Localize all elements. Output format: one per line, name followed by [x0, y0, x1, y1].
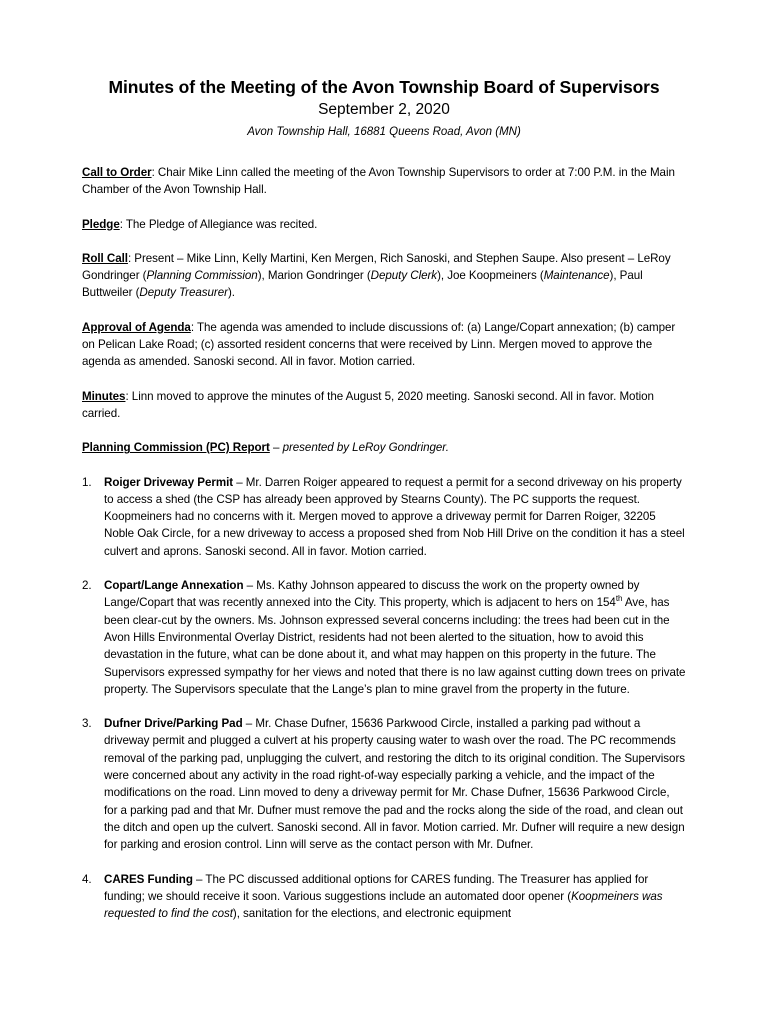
pledge-text: : The Pledge of Allegiance was recited. [119, 217, 318, 231]
roll-call-text: ), Joe Koopmeiners ( [437, 269, 544, 283]
approval-of-agenda-text: : The agenda was amended to include discussions of: (a) Lange/Copart annexation; (b) camper on Pelican Lake Road; (c) assorted resident concerns that were received by Linn. Mergen moved to approve the agenda as amended. Sanoski second. All in favor. Motion carried. [82, 320, 676, 369]
item-title: Copart/Lange Annexation [104, 579, 244, 593]
roll-call-label: Roll Call [82, 251, 128, 265]
roll-call-paragraph [82, 250, 686, 302]
item-title: CARES Funding [104, 872, 193, 886]
call-to-order-label: Call to Order [82, 166, 152, 179]
item-text: Ave, has been clear-cut by the owners. Ms. Johnson expressed several concerns including: the trees had been cut in the Avon Hills Environmental Overlay District, residents had not been alerted to the situation, how to avoid this devastation in the future, what can be done about it, and what may happen on this property in the future. The Supervisors expressed sympathy for her views and noted that there is no law against cutting down trees on private property. The Supervisors speculate that the Lange’s plan to mine gravel from the property in the future. [104, 596, 686, 696]
pc-report-label: Planning Commission (PC) Report [82, 441, 270, 455]
item-title: Roiger Driveway Permit [104, 475, 234, 489]
item-number: 2. [82, 579, 92, 593]
ordinal-suffix: th [615, 594, 623, 604]
meeting-location: Avon Township Hall, 16881 Queens Road, Avon (MN) [247, 126, 521, 138]
pledge-paragraph [82, 216, 686, 233]
item-text: – Mr. Darren Roiger appeared to request a permit for a second driveway on his property to access a shed (the CSP has already been approved by Stearns County). The PC supports the request. Koopmeiners had no concerns with it. Mergen moved to approve a driveway permit for Darren Roiger, 32205 Noble Oak Circle, for a new driveway to access a proposed shed from Nob Hill Drive on the condition it has a steel culvert and aprons. Sanoski second. All in favor. Motion carried. [104, 475, 685, 558]
call-to-order-text: : Chair Mike Linn called the meeting of the Avon Township Supervisors to order at 7:00 P.M. in the Main Chamber of the Avon Township Hall. [82, 166, 675, 197]
list-item [82, 577, 686, 698]
pledge-label: Pledge [82, 217, 120, 231]
item-number: 3. [82, 717, 92, 731]
document-title: Minutes of the Meeting of the Avon Township Board of Supervisors [108, 77, 660, 97]
approval-of-agenda-paragraph [82, 319, 686, 371]
roll-call-role: Deputy Treasurer [139, 286, 228, 300]
list-item [82, 715, 686, 853]
item-italic-note: Koopmeiners was requested to find the cost [104, 889, 663, 921]
roll-call-text: ). [227, 286, 235, 300]
list-item [82, 871, 686, 923]
item-number: 4. [82, 872, 92, 886]
minutes-label: Minutes [82, 389, 126, 403]
roll-call-text: ), Paul Buttweiler ( [82, 269, 643, 300]
roll-call-text: ), Marion Gondringer ( [257, 269, 371, 283]
item-text: – Ms. Kathy Johnson appeared to discuss the work on the property owned by Lange/Copart that was recently annexed into the City. This property, which is adjacent to hers on 154 [104, 579, 640, 610]
roll-call-text: : Present – Mike Linn, Kelly Martini, Ken Mergen, Rich Sanoski, and Stephen Saupe. Also present – LeRoy Gondringer ( [82, 251, 671, 283]
pc-report-dash: – [269, 441, 283, 455]
pc-report-presenter: presented by LeRoy Gondringer. [282, 441, 449, 455]
minutes-text: : Linn moved to approve the minutes of the August 5, 2020 meeting. Sanoski second. All in favor. Motion carried. [82, 389, 654, 420]
item-text: ), sanitation for the elections, and electronic equipment [232, 907, 512, 921]
call-to-order-paragraph [82, 164, 686, 199]
meeting-date: September 2, 2020 [318, 101, 450, 118]
minutes-paragraph [82, 388, 686, 423]
item-text: – The PC discussed additional options for CARES funding. The Treasurer has applied for funding; we should receive it soon. Various suggestions include an automated door opener ( [104, 872, 649, 903]
pc-report-items [82, 474, 686, 923]
roll-call-role: Deputy Clerk [370, 269, 438, 283]
item-number: 1. [82, 475, 92, 489]
item-text: – Mr. Chase Dufner, 15636 Parkwood Circle, installed a parking pad without a driveway permit and plugged a culvert at his property causing water to wash over the road. The PC recommends removal of the parking pad, unplugging the culvert, and restoring the ditch to its original condition. The Supervisors were concerned about any activity in the road right-of-way especially parking a vehicle, and the impact of the modifications on the road. Linn moved to deny a driveway permit for Mr. Chase Dufner, 15636 Parkwood Circle, for a parking pad and that Mr. Dufner must remove the pad and the rocks along the side of the road, and clean out the ditch and open up the culvert. Sanoski second. All in favor. Motion carried. Mr. Dufner will require a new design for parking and erosion control. Linn will serve as the contact person with Mr. Dufner. [104, 717, 686, 852]
roll-call-role: Planning Commission [146, 269, 258, 283]
approval-of-agenda-label: Approval of Agenda [82, 320, 191, 334]
roll-call-role: Maintenance [543, 269, 610, 283]
list-item [82, 474, 686, 560]
item-title: Dufner Drive/Parking Pad [104, 717, 243, 731]
pc-report-heading [82, 439, 686, 456]
